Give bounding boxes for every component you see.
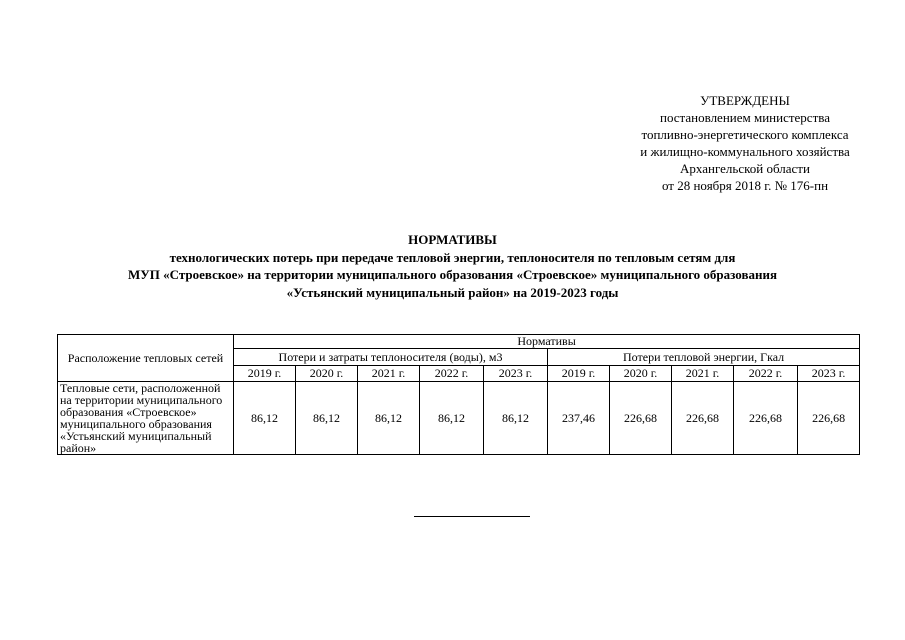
heat-losses-header: Потери тепловой энергии, Гкал [548, 349, 860, 366]
heat-value-cell: 237,46 [548, 382, 610, 455]
document-title [0, 231, 905, 301]
year-header: 2019 г. [234, 366, 296, 382]
heat-value-cell: 226,68 [798, 382, 860, 455]
year-header: 2021 г. [672, 366, 734, 382]
normatives-header: Нормативы [234, 335, 860, 349]
year-header: 2021 г. [358, 366, 420, 382]
year-header: 2020 г. [296, 366, 358, 382]
approval-date: от 28 ноября 2018 г. № 176-пн [661, 178, 829, 193]
table-row [58, 382, 860, 455]
location-cell: Тепловые сети, расположенной на территории муниципального образования «Строевское» муниципального образования «Устьянский муниципальный район» [58, 382, 234, 455]
approval-block [600, 92, 890, 194]
water-value-cell: 86,12 [420, 382, 484, 455]
approval-line: Архангельской области [680, 161, 810, 176]
normatives-table [57, 334, 860, 455]
title-line: технологических потерь при передаче тепловой энергии, теплоносителя по тепловым сетям для [169, 249, 736, 265]
title-line: «Устьянский муниципальный район» на 2019-2023 годы [286, 284, 619, 300]
footer-divider [414, 516, 530, 517]
approval-line: постановлением министерства [659, 110, 830, 125]
heat-value-cell: 226,68 [672, 382, 734, 455]
year-header: 2023 г. [798, 366, 860, 382]
water-value-cell: 86,12 [484, 382, 548, 455]
location-header: Расположение тепловых сетей [58, 335, 234, 382]
heat-value-cell: 226,68 [610, 382, 672, 455]
approval-heading: УТВЕРЖДЕНЫ [700, 93, 790, 108]
approval-line: и жилищно-коммунального хозяйства [640, 144, 850, 159]
year-header: 2022 г. [420, 366, 484, 382]
title-heading: НОРМАТИВЫ [408, 232, 497, 247]
water-value-cell: 86,12 [358, 382, 420, 455]
heat-value-cell: 226,68 [734, 382, 798, 455]
water-losses-header: Потери и затраты теплоносителя (воды), м3 [234, 349, 548, 366]
year-header: 2020 г. [610, 366, 672, 382]
year-header: 2019 г. [548, 366, 610, 382]
year-header: 2022 г. [734, 366, 798, 382]
year-header: 2023 г. [484, 366, 548, 382]
water-value-cell: 86,12 [234, 382, 296, 455]
water-value-cell: 86,12 [296, 382, 358, 455]
approval-line: топливно-энергетического комплекса [641, 127, 849, 142]
title-line: МУП «Строевское» на территории муниципального образования «Строевское» муниципального образования [127, 267, 778, 282]
